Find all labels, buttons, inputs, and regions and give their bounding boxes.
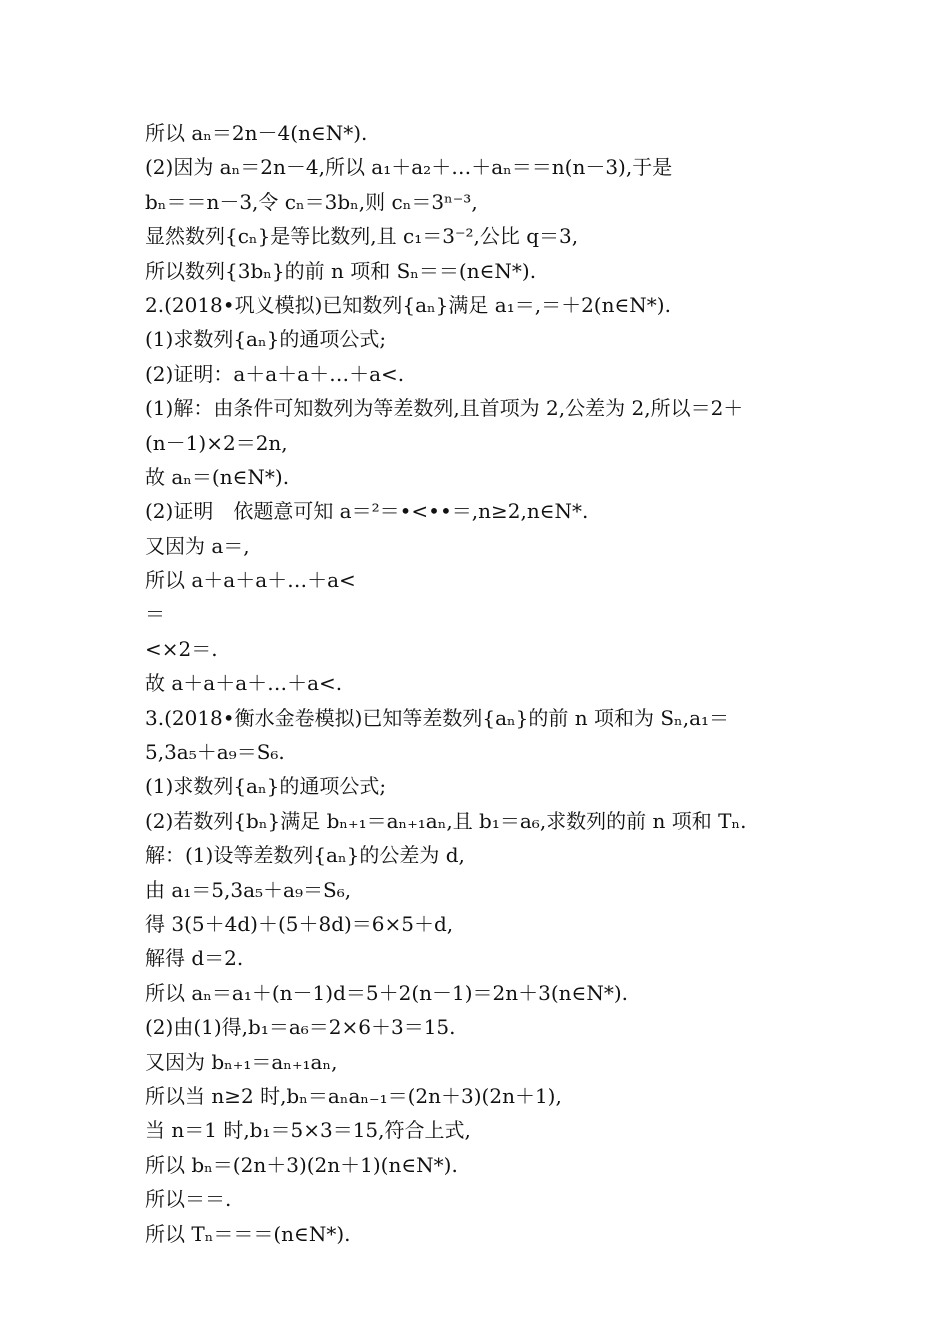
text-line: 所以 aₙ＝a₁＋(n－1)d＝5＋2(n－1)＝2n＋3(n∈N*). (145, 980, 629, 1005)
text-line: 显然数列{cₙ}是等比数列,且 c₁＝3⁻²,公比 q＝3, (145, 224, 579, 249)
text-line: 所以 Tₙ＝＝＝(n∈N*). (145, 1221, 351, 1246)
text-line: (1)解：由条件可知数列为等差数列,且首项为 2,公差为 2,所以＝2＋ (145, 396, 744, 421)
text-line: 得 3(5＋4d)＋(5＋8d)＝6×5＋d, (145, 911, 454, 936)
text-line: 故 aₙ＝(n∈N*). (145, 464, 290, 489)
text-line: (2)因为 aₙ＝2n－4,所以 a₁＋a₂＋…＋aₙ＝＝n(n－3),于是 (145, 155, 673, 180)
solution-text (145, 116, 810, 1251)
text-line: (1)求数列{aₙ}的通项公式; (145, 774, 387, 799)
text-line: (1)求数列{aₙ}的通项公式; (145, 327, 387, 352)
text-line: (2)证明：a＋a＋a＋…＋a<. (145, 361, 405, 386)
text-line: 当 n＝1 时,b₁＝5×3＝15,符合上式, (145, 1118, 471, 1143)
text-line: (2)由(1)得,b₁＝a₆＝2×6＋3＝15. (145, 1015, 456, 1040)
text-line: 由 a₁＝5,3a₅＋a₉＝S₆, (145, 877, 352, 902)
text-line: bₙ＝＝n－3,令 cₙ＝3bₙ,则 cₙ＝3ⁿ⁻³, (145, 189, 478, 214)
text-line: 解：(1)设等差数列{aₙ}的公差为 d, (145, 843, 465, 868)
problem-2-statement: 2.(2018•巩义模拟)已知数列{aₙ}满足 a₁＝,＝＋2(n∈N*). (145, 292, 671, 317)
text-line: 又因为 bₙ₊₁＝aₙ₊₁aₙ, (145, 1049, 338, 1074)
text-line: 故 a＋a＋a＋…＋a<. (145, 671, 343, 696)
problem-3-statement: 3.(2018•衡水金卷模拟)已知等差数列{aₙ}的前 n 项和为 Sₙ,a₁＝ (145, 705, 730, 730)
text-line: 解得 d＝2. (145, 946, 244, 971)
text-line: <×2＝. (145, 636, 218, 661)
text-line: 5,3a₅＋a₉＝S₆. (145, 740, 285, 765)
text-line: 所以当 n≥2 时,bₙ＝aₙaₙ₋₁＝(2n＋3)(2n＋1), (145, 1083, 562, 1108)
text-line: 所以 aₙ＝2n－4(n∈N*). (145, 121, 368, 145)
text-line: (2)证明 依题意可知 a＝²＝•<••＝,n≥2,n∈N*. (145, 499, 589, 524)
text-line: ＝ (145, 602, 165, 627)
text-line: 所以 bₙ＝(2n＋3)(2n＋1)(n∈N*). (145, 1152, 458, 1177)
text-line: 所以数列{3bₙ}的前 n 项和 Sₙ＝＝(n∈N*). (145, 258, 537, 283)
text-line: 所以＝＝. (145, 1187, 232, 1212)
text-line: 又因为 a＝, (145, 533, 250, 558)
text-line: 所以 a＋a＋a＋…＋a< (145, 568, 356, 593)
text-line: (n－1)×2＝2n, (145, 430, 288, 455)
text-line: (2)若数列{bₙ}满足 bₙ₊₁＝aₙ₊₁aₙ,且 b₁＝a₆,求数列的前 n 项和 Tₙ. (145, 808, 747, 833)
